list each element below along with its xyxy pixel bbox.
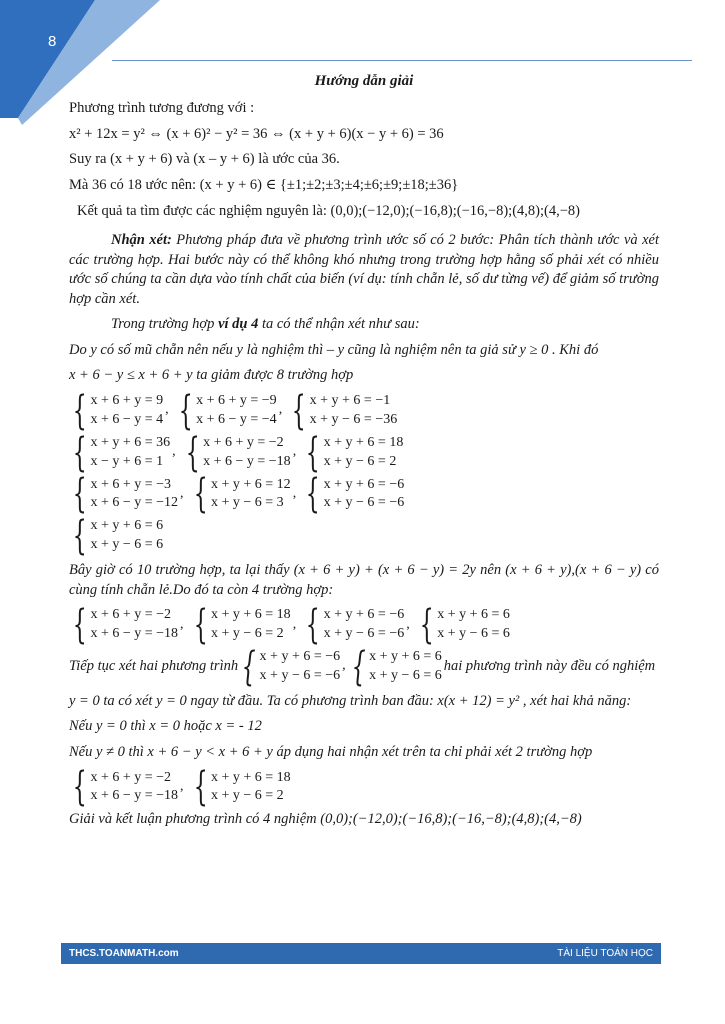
equation: x + y + 6 = −6 [259,649,341,665]
equation: x + y + 6 = 18 [323,434,404,450]
remark-paragraph [69,231,659,309]
equation-system: { x + 6 + y = −2 x + 6 − y = −18 , [185,429,297,476]
equation: x + y + 6 = 18 [211,607,291,623]
text-line [69,315,659,335]
page-number: 8 [48,33,57,50]
text-span: Trong trường hợp [111,316,219,333]
equation: x + 6 + y = −2 [90,607,172,623]
equation: x + y − 6 = 6 [369,667,442,683]
text-span: Tiếp tục xét hai phương trình [69,658,239,675]
equation: x + y − 6 = 2 [323,453,397,469]
text-line: Suy ra (x + y + 6) và (x – y + 6) là ước của 36. [69,151,340,168]
equation: x + 6 + y = −2 [90,769,172,785]
equation: x + y − 6 = 6 [90,537,164,553]
equation-system: { x + 6 + y = −2 x + 6 − y = −18 , [72,764,184,811]
equation: x + y + 6 = −6 [323,607,405,623]
equation-system: { x + y + 6 = 36 x − y + 6 = 1 , [72,429,176,476]
equation-system: { x + y + 6 = 6 x + y − 6 = 6 [72,513,164,560]
equation-system: { x + y + 6 = −6 x + y − 6 = −6 , [241,643,346,690]
equation-line: x² + 12x = y² ⇔ (x + 6)² − y² = 36 ⇔ (x + y + 6)(x − y + 6) = 36 [69,125,444,142]
systems-row [71,513,659,560]
text-paragraph: Bây giờ có 10 trường hợp, ta lại thấy (x + 6 + y) + (x + 6 − y) = 2y nên (x + 6 + y),(x + 6 − y) có cùng tính chẵn lẻ.Do đó ta còn 4 trường hợp: [69,562,659,598]
equation: x + 6 − y = 4 [90,411,164,427]
equation-system: { x + y + 6 = −6 x + y − 6 = −6 [305,471,405,518]
text-line [69,643,659,690]
equation: x + y + 6 = 6 [437,607,510,623]
equation-system: { x + 6 + y = −9 x + 6 − y = −4 , [178,387,283,434]
equation: x + y − 6 = −6 [323,626,405,642]
equation: x + 6 − y = −12 [90,495,179,511]
equation-system: { x + 6 + y = −2 x + 6 − y = −18 , [72,602,184,649]
text-line: Giải và kết luận phương trình có 4 nghiệm (0,0);(−12,0);(−16,8);(−16,−8);(4,8);(4,−8) [69,811,582,828]
equation: x + y + 6 = 12 [211,476,291,492]
text-span: ta có thể nhận xét như sau: [258,316,420,333]
equation: x + y − 6 = 6 [437,626,510,642]
equation: x + y − 6 = −36 [309,411,398,427]
header-rule [112,60,692,61]
systems-row [71,387,659,434]
example-ref: ví dụ 4 [218,316,259,333]
equation-system: { x + y + 6 = 6 x + y − 6 = 6 [351,643,442,690]
text-line: y = 0 ta có xét y = 0 ngay từ đầu. Ta có phương trình ban đầu: x(x + 12) = y² , xét hai khả năng: [69,692,632,709]
equation: x + 6 − y = −18 [203,453,291,469]
section-title: Hướng dẫn giải [314,73,414,89]
equation-system: { x + 6 + y = −3 x + 6 − y = −12 , [72,471,184,518]
systems-group-b [71,602,659,649]
text-line: Nếu y = 0 thì x = 0 hoặc x = - 12 [69,718,262,735]
equation: x − y + 6 = 1 [90,453,164,469]
text-line: x + 6 − y ≤ x + 6 + y ta giảm được 8 trường hợp [69,367,354,384]
equation: x + 6 − y = −4 [196,411,277,427]
systems-group-d [71,764,659,811]
equation: x + y − 6 = 2 [211,788,284,804]
equation: x + 6 − y = −18 [90,626,179,642]
equation-system: { x + y + 6 = 18 x + y − 6 = 2 [193,764,291,811]
equation-system: { x + y + 6 = 18 x + y − 6 = 2 , [193,602,297,649]
footer-bar [61,943,661,964]
equation: x + y + 6 = 6 [90,518,164,534]
equation-system: { x + 6 + y = 9 x + 6 − y = 4 , [72,387,169,434]
equation: x + 6 + y = 9 [90,393,164,408]
equation: x + y + 6 = 36 [90,434,171,450]
text-line: Mà 36 có 18 ước nên: (x + y + 6) ∈ {±1;±2;±3;±4;±6;±9;±18;±36} [69,176,459,193]
text-line: Kết quả ta tìm được các nghiệm nguyên là: (0,0);(−12,0);(−16,8);(−16,−8);(4,8);(4,−8) [77,202,580,219]
systems-row [71,471,659,518]
text-line: Nếu y ≠ 0 thì x + 6 − y < x + 6 + y áp dụng hai nhận xét trên ta chỉ phải xét 2 trường hợp [69,743,593,760]
text-span: hai phương trình này đều có nghiệm [443,658,656,675]
systems-row [71,429,659,476]
equation-system: { x + y + 6 = 18 x + y − 6 = 2 [305,429,404,476]
footer-label: TÀI LIỆU TOÁN HỌC [557,948,653,959]
equation: x + 6 + y = −3 [90,476,172,492]
equation: x + y − 6 = −6 [259,667,341,683]
equation: x + y − 6 = 2 [211,626,284,642]
remark-label: Nhận xét: [111,232,172,249]
equation: x + y + 6 = 6 [369,649,442,665]
equation: x + 6 + y = −2 [203,434,284,450]
equation: x + 6 + y = −9 [196,393,277,408]
equation-system: { x + y + 6 = 12 x + y − 6 = 3 , [193,471,297,518]
footer-site: THCS.TOANMATH.com [69,948,179,959]
equation-system: { x + y + 6 = 6 x + y − 6 = 6 [419,602,510,649]
equation: x + y − 6 = −6 [323,495,405,511]
text-line: Do y có số mũ chẵn nên nếu y là nghiệm thì – y cũng là nghiệm nên ta giả sử y ≥ 0 . Khi đó [69,341,599,358]
page-content [69,66,659,836]
equation: x + y + 6 = −1 [309,393,391,408]
equation: x + y + 6 = 18 [211,769,291,785]
equation-system: { x + y + 6 = −1 x + y − 6 = −36 [291,387,398,434]
systems-group-a [69,387,659,560]
text-line: Phương trình tương đương với : [69,100,255,117]
remark-text: Phương pháp đưa về phương trình ước số có 2 bước: Phân tích thành ước và xét các trường hợp. Hai bước này có thể không khó nhưng trong trường hợp hằng số phải xét có nhiều ước số chúng ta cần dựa vào tính chất của biến (ví dụ: tính chẵn lẻ, số dư từng vế) để giảm số trường hợp cần xét. [69,232,659,307]
equation-system: { x + y + 6 = −6 x + y − 6 = −6 , [305,602,410,649]
equation: x + y + 6 = −6 [323,476,405,492]
equation: x + y − 6 = 3 [211,495,284,511]
equation: x + 6 − y = −18 [90,788,179,804]
